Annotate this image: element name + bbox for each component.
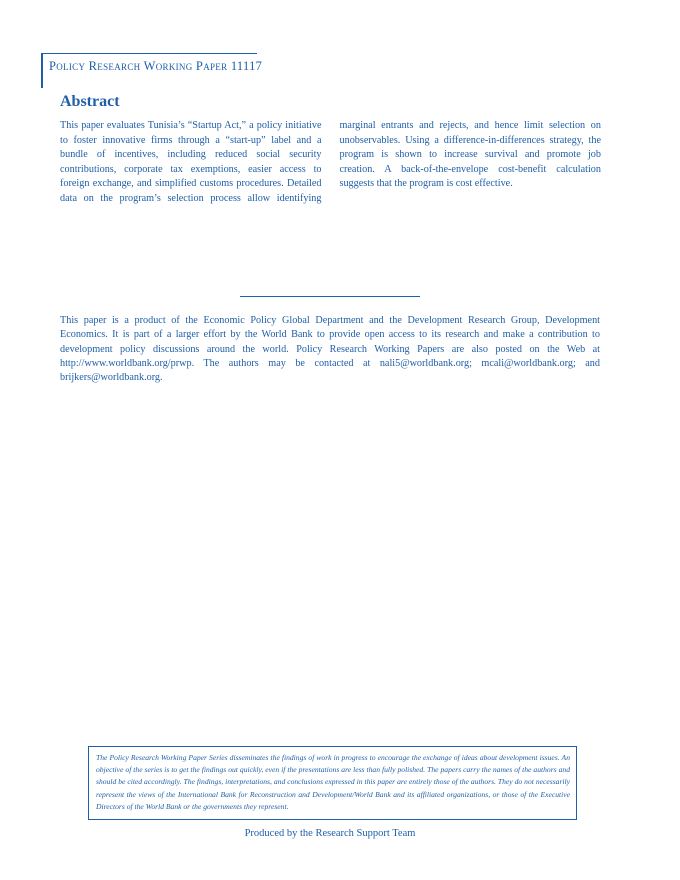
series-header — [41, 53, 263, 88]
disclaimer-box — [88, 746, 577, 820]
abstract-text: This paper evaluates Tunisia’s “Startup Act,” a policy initiative to foster innovative firms through a “start-up” label and a bundle of incentives, including reduced social security contributions, corporate tax exemptions, easier access to foreign exchange, and simplified customs procedures. Detailed data on the program’s selection process allow identifying marginal entrants and rejects, and hence limit selection on unobservables. Using a difference-in-differences strategy, the program is shown to increase survival and promote job creation. A back-of-the-envelope cost-benefit calculation suggests that the program is cost effective. — [60, 120, 601, 204]
section-divider — [240, 296, 420, 297]
abstract-heading: Abstract — [60, 93, 120, 110]
produced-by: Produced by the Research Support Team — [244, 828, 416, 839]
series-title: Policy Research Working Paper 11117 — [49, 59, 263, 73]
disclaimer-text: The Policy Research Working Paper Series disseminates the findings of work in progress to encourage the exchange of ideas about development issues. An objective of the series is to get the findings out quickly, even if the presentations are less than fully polished. The papers carry the names of the authors and should be cited accordingly. The findings, interpretations, and conclusions expressed in this paper are entirely those of the authors. They do not necessarily represent the views of the International Bank for Reconstruction and Development/World Bank and its affiliated organizations, or those of the Executive Directors of the World Bank or the governments they represent. — [96, 753, 570, 811]
product-note: This paper is a product of the Economic Policy Global Department and the Development Research Group, Development Economics. It is part of a larger effort by the World Bank to provide open access to its research and make a contribution to development policy discussions around the world. Policy Research Working Papers are also posted on the Web at http://www.worldbank.org/prwp. The authors may be contacted at nali5@worldbank.org; mcali@worldbank.org; and brijkers@worldbank.org. — [60, 315, 600, 384]
